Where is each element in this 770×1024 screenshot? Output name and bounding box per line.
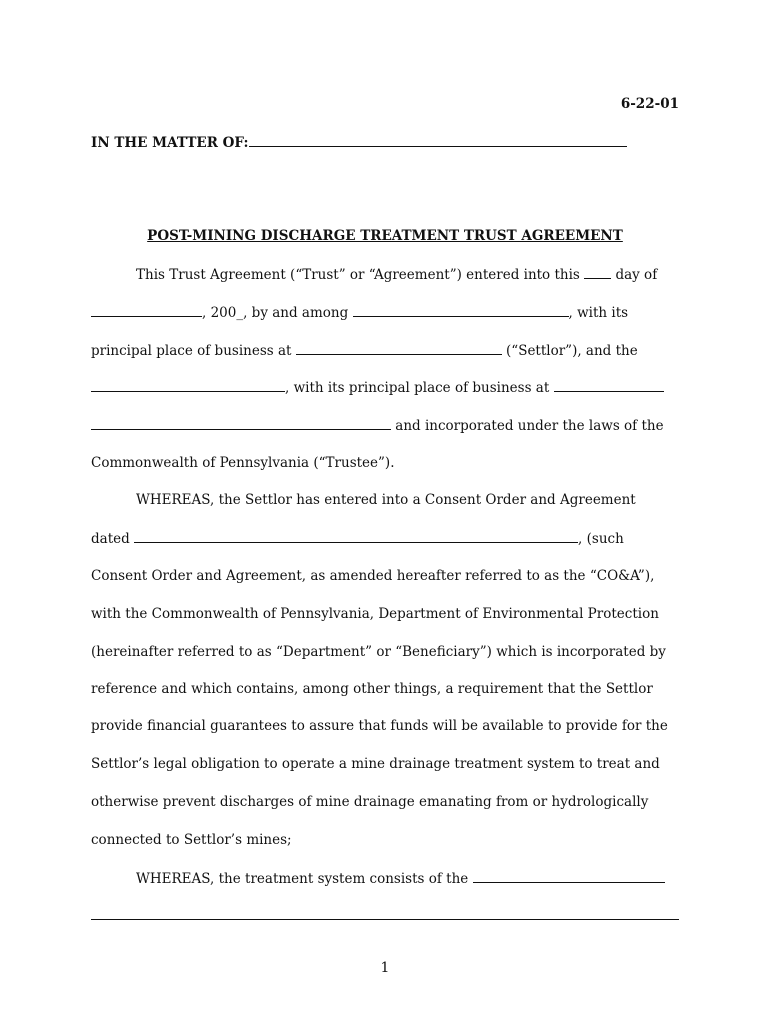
document-title: POST-MINING DISCHARGE TREATMENT TRUST AGREEMENT <box>147 228 623 244</box>
matter-label: IN THE MATTER OF: <box>91 135 249 151</box>
settlor-address-blank <box>296 341 502 355</box>
body-text: (“Settlor”), and the <box>506 343 638 359</box>
body-line-11: (hereinafter referred to as “Department” or “Beneficiary”) which is incorporated by <box>91 644 666 660</box>
body-line-18 <box>91 906 679 925</box>
consent-order-date-blank <box>134 529 578 543</box>
page-number: 1 <box>380 960 390 976</box>
treatment-system-blank <box>473 869 665 883</box>
trustee-name-blank <box>91 378 285 392</box>
body-line-2 <box>91 303 679 322</box>
body-line-16: connected to Settlor’s mines; <box>91 832 292 848</box>
body-text: , 200_, by and among <box>202 305 349 321</box>
body-line-9: Consent Order and Agreement, as amended hereafter referred to as the “CO&A”), <box>91 568 655 584</box>
body-text: , with its principal place of business at <box>285 380 550 396</box>
body-line-17 <box>91 869 679 888</box>
body-text: , with its <box>568 305 629 321</box>
body-text: This Trust Agreement (“Trust” or “Agreement”) entered into this <box>136 267 580 283</box>
body-line-12: reference and which contains, among other things, a requirement that the Settlor <box>91 681 653 697</box>
body-line-6: Commonwealth of Pennsylvania (“Trustee”). <box>91 455 395 471</box>
body-line-4 <box>91 378 679 397</box>
body-line-14: Settlor’s legal obligation to operate a mine drainage treatment system to treat and <box>91 756 660 772</box>
matter-line <box>91 133 627 151</box>
body-text: WHEREAS, the treatment system consists of the <box>136 871 469 887</box>
settlor-name-blank <box>353 303 569 317</box>
body-text: day of <box>615 267 658 283</box>
body-line-1 <box>91 265 679 284</box>
matter-blank <box>249 133 627 147</box>
month-blank <box>91 303 202 317</box>
body-line-15: otherwise prevent discharges of mine drainage emanating from or hydrologically <box>91 794 649 810</box>
body-line-10: with the Commonwealth of Pennsylvania, Department of Environmental Protection <box>91 606 659 622</box>
body-line-13: provide financial guarantees to assure that funds will be available to provide for the <box>91 718 668 734</box>
body-text: , (such <box>578 531 624 547</box>
full-line-blank <box>91 906 679 920</box>
trustee-address-blank-2 <box>91 416 391 430</box>
body-line-7: WHEREAS, the Settlor has entered into a Consent Order and Agreement <box>136 492 636 508</box>
body-line-8 <box>91 529 679 548</box>
body-line-5 <box>91 416 679 435</box>
body-text: dated <box>91 531 130 547</box>
body-line-3 <box>91 341 679 360</box>
body-text: principal place of business at <box>91 343 292 359</box>
date-code: 6-22-01 <box>620 96 679 112</box>
day-blank <box>584 265 611 279</box>
trustee-address-blank <box>554 378 664 392</box>
body-text: and incorporated under the laws of the <box>395 418 664 434</box>
